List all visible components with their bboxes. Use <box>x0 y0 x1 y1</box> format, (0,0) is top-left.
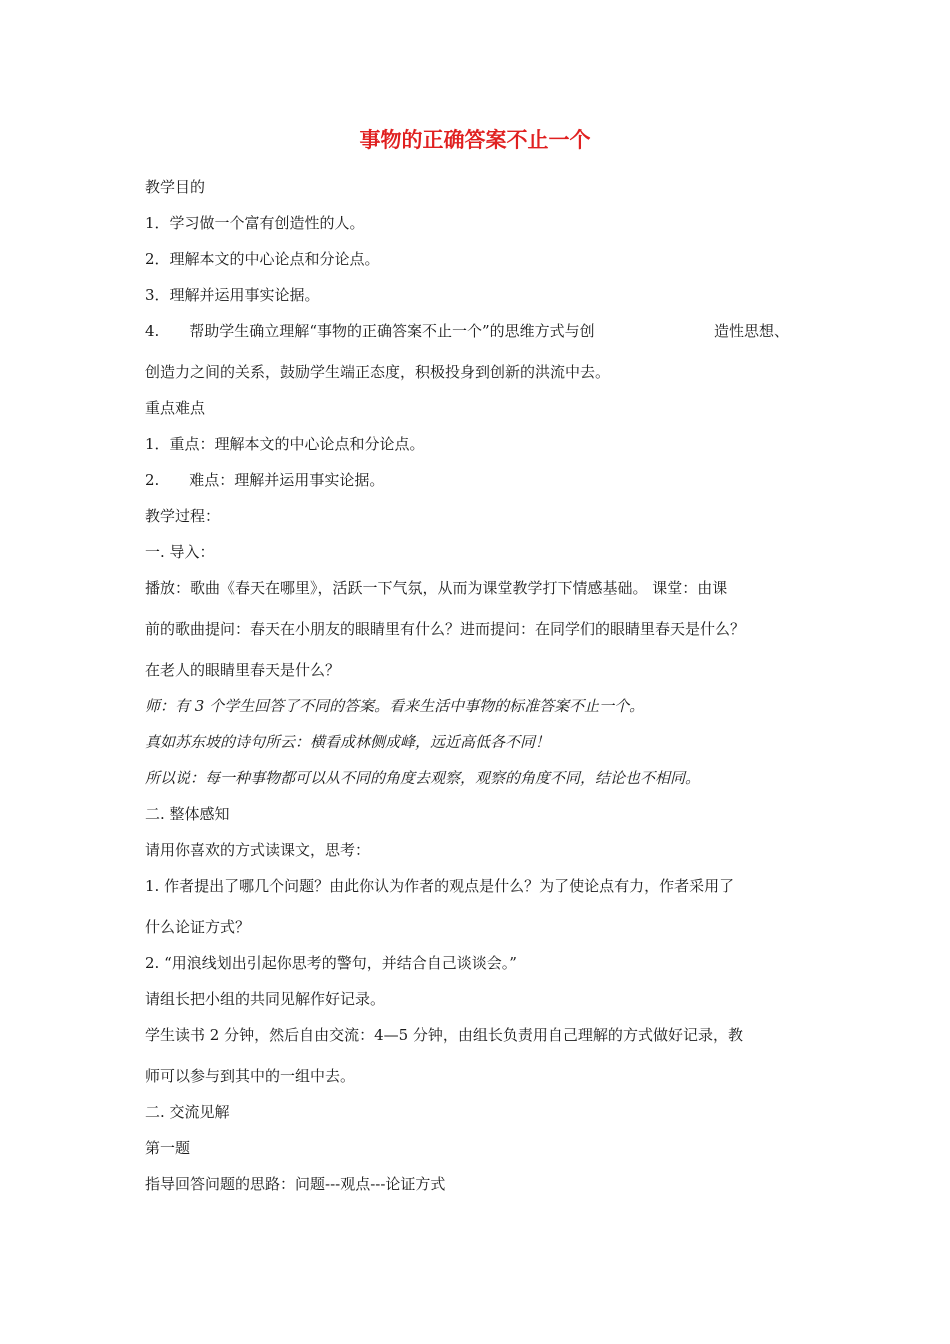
conclusion-remark: 所以说：每一种事物都可以从不同的角度去观察，观察的角度不同，结论也不相同。 <box>145 769 701 787</box>
paragraph-line: 指导回答问题的思路：问题---观点---论证方式 <box>145 1175 446 1193</box>
objective-item-3: 3．理解并运用事实论据。 <box>145 286 320 304</box>
subheading-exchange: 二. 交流见解 <box>145 1103 230 1121</box>
question-2: 2. “用浪线划出引起你思考的警句，并结合自己谈谈会。” <box>145 954 517 972</box>
teacher-remark: 师：有 3 个学生回答了不同的答案。看来生活中事物的标准答案不止一个。 <box>145 697 645 715</box>
question-1-continued: 什么论证方式？ <box>145 918 251 936</box>
subheading-introduction: 一. 导入： <box>145 543 215 561</box>
paragraph-line: 在老人的眼睛里春天是什么？ <box>145 661 341 679</box>
objective-item-4 <box>145 321 595 341</box>
paragraph-line: 前的歌曲提问：春天在小朋友的眼睛里有什么？进而提问：在同学们的眼睛里春天是什么？ <box>145 620 746 638</box>
section-heading-process: 教学过程： <box>145 507 221 525</box>
paragraph-line: 请组长把小组的共同见解作好记录。 <box>145 990 386 1008</box>
objective-item-4-part1: 4. 帮助学生确立理解“事物的正确答案不止一个”的思维方式与创 <box>145 322 595 340</box>
paragraph-line: 播放：歌曲《春天在哪里》，活跃一下气氛，从而为课堂教学打下情感基础。 课堂：由课 <box>145 579 728 597</box>
objective-item-1: 1．学习做一个富有创造性的人。 <box>145 214 365 232</box>
subheading-first-question: 第一题 <box>145 1139 191 1157</box>
objective-item-4-continued: 创造力之间的关系，鼓励学生端正态度，积极投身到创新的洪流中去。 <box>145 363 611 381</box>
subheading-overall-perception: 二. 整体感知 <box>145 805 230 823</box>
question-1: 1. 作者提出了哪几个问题？由此你认为作者的观点是什么？为了使论点有力，作者采用了 <box>145 877 735 895</box>
paragraph-line: 请用你喜欢的方式读课文，思考： <box>145 841 371 859</box>
paragraph-line: 学生读书 2 分钟，然后自由交流：4—5 分钟，由组长负责用自己理解的方式做好记录，教 <box>145 1026 743 1044</box>
paragraph-line: 师可以参与到其中的一组中去。 <box>145 1067 356 1085</box>
key-point-2: 2. 难点：理解并运用事实论据。 <box>145 471 385 489</box>
section-heading-key-points: 重点难点 <box>145 399 206 417</box>
key-point-1: 1．重点：理解本文的中心论点和分论点。 <box>145 435 425 453</box>
document-title: 事物的正确答案不止一个 <box>359 128 591 152</box>
section-heading-objectives: 教学目的 <box>145 178 206 196</box>
poem-quote: 真如苏东坡的诗句所云：横看成林侧成峰，远近高低各不同！ <box>145 733 551 751</box>
objective-item-4-part2: 造性思想、 <box>714 322 790 340</box>
objective-item-2: 2．理解本文的中心论点和分论点。 <box>145 250 380 268</box>
